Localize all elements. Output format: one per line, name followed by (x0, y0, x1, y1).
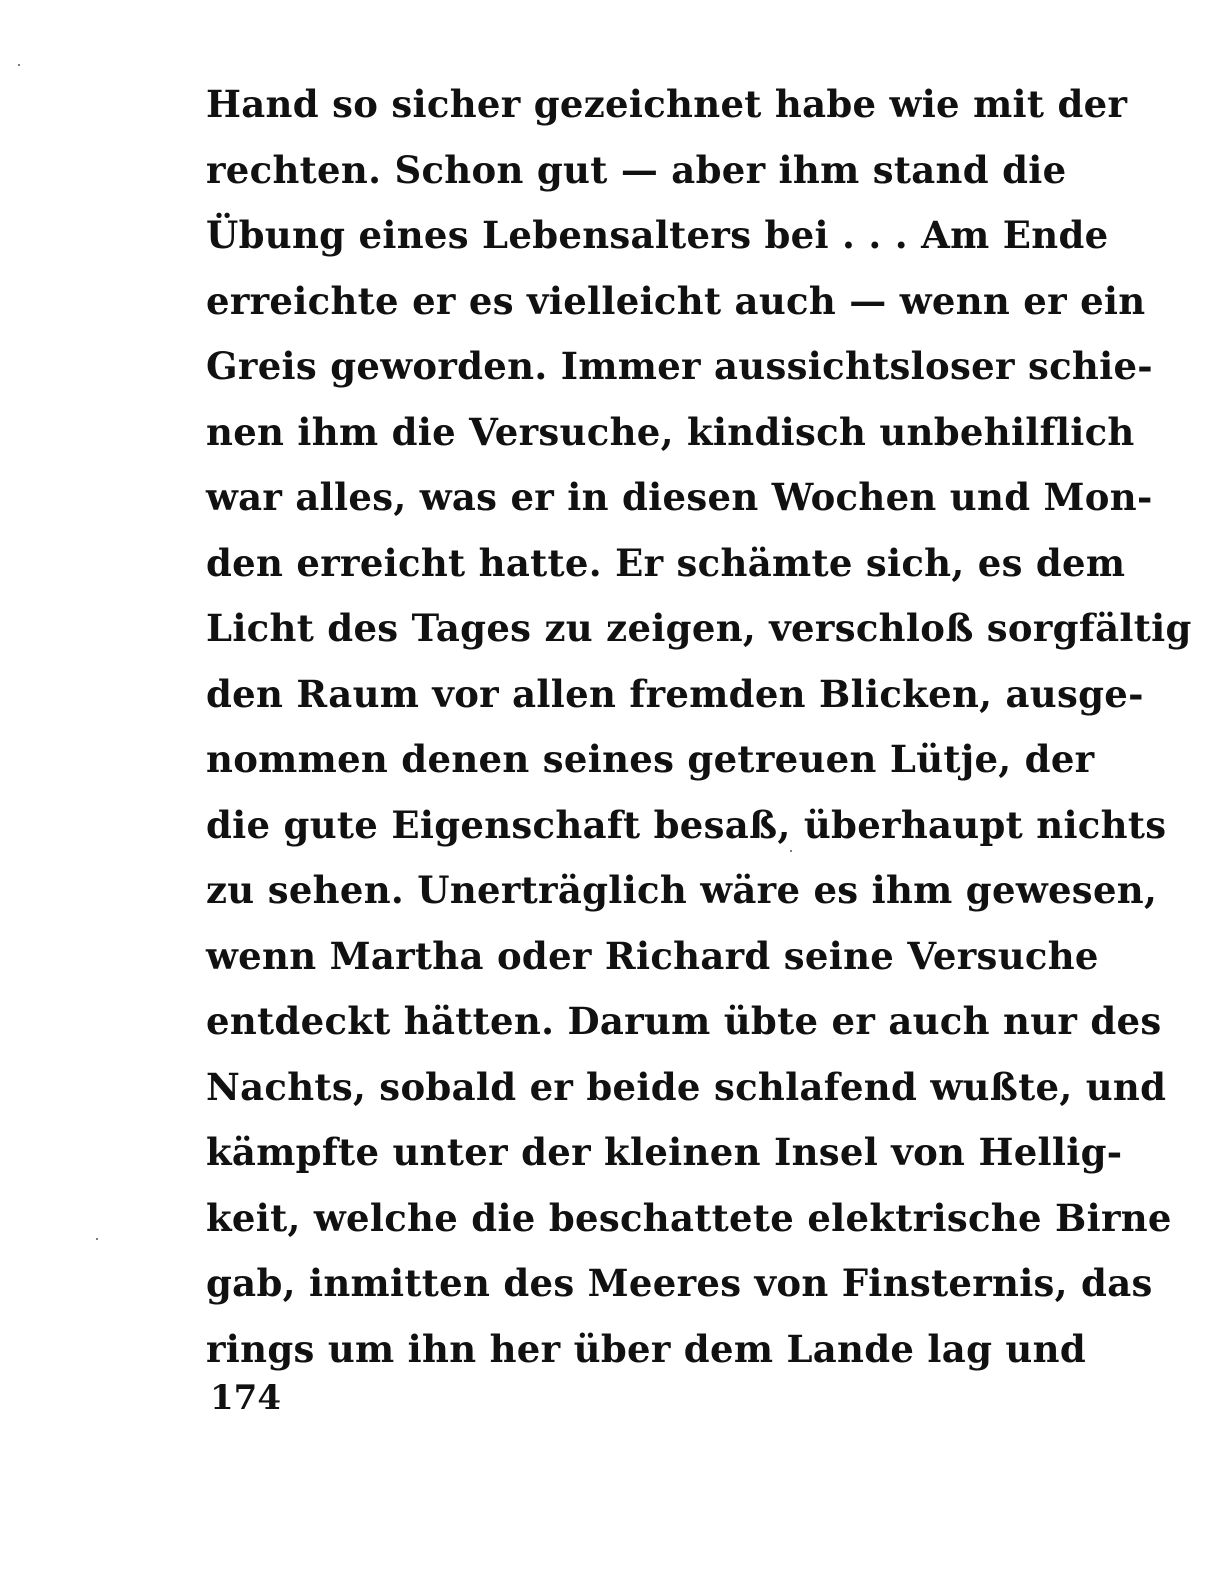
text-line: wenn Martha oder Richard seine Versuche (206, 933, 1099, 978)
paper-speck (96, 1238, 98, 1240)
text-line: gab, inmitten des Meeres von Finsternis, das (206, 1261, 1153, 1305)
page-number: 174 (210, 1378, 281, 1418)
text-line: den erreicht hatte. Er schämte sich, es dem (206, 540, 1126, 585)
paper-speck (18, 64, 20, 66)
text-line: die gute Eigenschaft besaß, überhaupt nichts (206, 802, 1167, 847)
text-line: entdeckt hätten. Darum übte er auch nur des (206, 999, 1162, 1043)
text-line: Licht des Tages zu zeigen, verschloß sorgfältig (206, 606, 1192, 650)
text-line: den Raum vor allen fremden Blicken, ausge- (206, 671, 1144, 716)
text-line: rings um ihn her über dem Lande lag und (206, 1326, 1086, 1371)
text-line: nommen denen seines getreuen Lütje, der (206, 737, 1095, 781)
text-line: keit, welche die beschattete elektrische Birne (206, 1195, 1172, 1240)
text-line: Greis geworden. Immer aussichtsloser schie- (206, 344, 1153, 388)
text-line: rechten. Schon gut — aber ihm stand die (206, 147, 1067, 192)
text-line: war alles, was er in diesen Wochen und Mon- (206, 475, 1153, 519)
text-line: kämpfte unter der kleinen Insel von Hellig- (206, 1130, 1123, 1174)
text-line: zu sehen. Unerträglich wäre es ihm gewesen, (206, 868, 1158, 912)
text-line: erreichte er es vielleicht auch — wenn er ein (206, 278, 1146, 323)
text-line: Hand so sicher gezeichnet habe wie mit der (206, 82, 1128, 126)
text-line: Übung eines Lebensalters bei . . . Am Ende (206, 213, 1109, 257)
text-line: nen ihm die Versuche, kindisch unbehilflich (206, 409, 1135, 454)
body-text (206, 72, 1192, 1382)
text-line: Nachts, sobald er beide schlafend wußte, und (206, 1064, 1167, 1109)
